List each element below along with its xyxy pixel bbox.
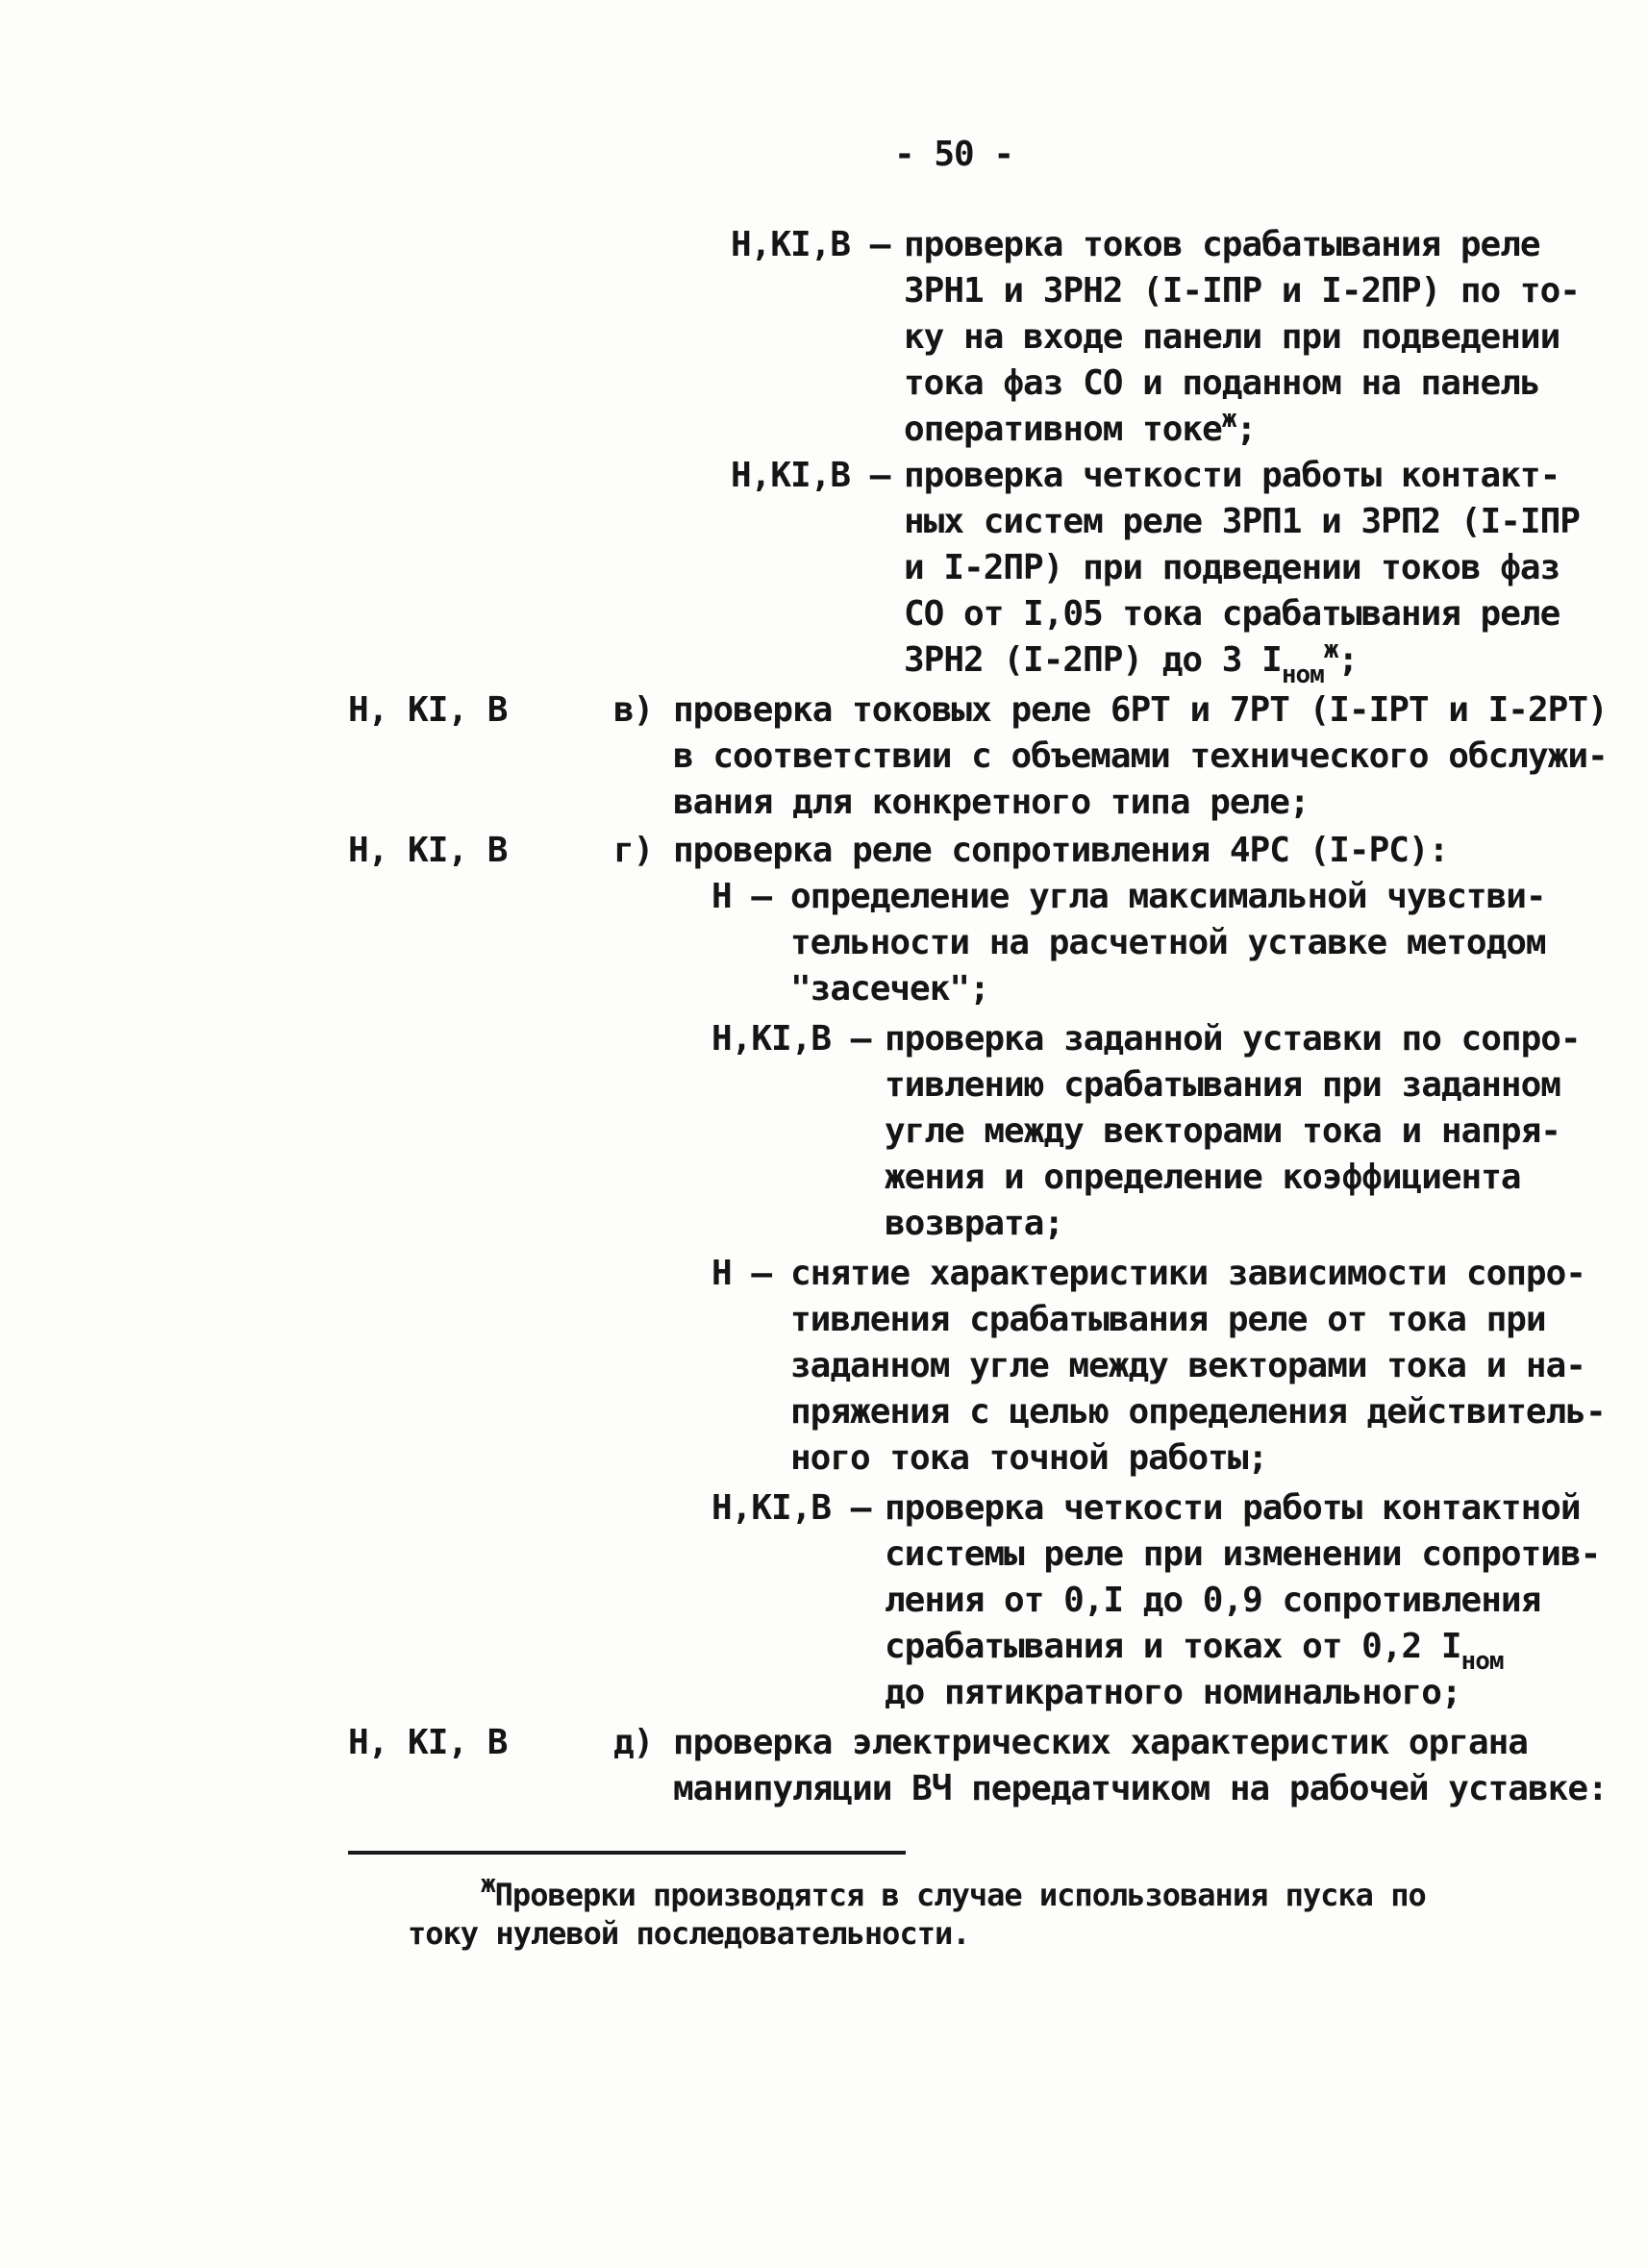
item-text-line: тока фаз СО и поданном на панель — [904, 363, 1540, 403]
footnote-line — [481, 1870, 1426, 1916]
subitem-text-line: тельности на расчетной уставке методом — [790, 923, 1546, 962]
subitem-text-line: тивления срабатывания реле от тока при — [790, 1300, 1546, 1339]
subitem-text-line: угле между векторами тока и напря- — [885, 1111, 1560, 1151]
item-text-line: манипуляции ВЧ передатчиком на рабочей уставке: — [673, 1769, 1608, 1808]
item-codes: Н,КI,В – — [731, 225, 890, 264]
item-text-line: проверка токов срабатывания реле — [904, 225, 1540, 264]
subitem-text-line: жения и определение коэффициента — [885, 1158, 1521, 1197]
subitem-text-line: проверка заданной уставки по сопро- — [885, 1019, 1581, 1059]
subitem-text: срабатывания и токах от 0,2 I — [885, 1627, 1461, 1666]
footnote-text: Проверки производятся в случае использования пуска по — [494, 1877, 1426, 1913]
item-text-line: вания для конкретного типа реле; — [673, 783, 1310, 822]
item-text-line: ку на входе панели при подведении — [904, 317, 1560, 357]
item-text: ; — [1337, 640, 1359, 680]
subitem-text-line — [885, 1625, 1504, 1676]
item-text-line: проверка четкости работы контакт- — [904, 456, 1560, 495]
item-text: ЗРН2 (I-2ПР) до 3 I — [904, 640, 1282, 680]
item-codes: Н,КI,В – — [731, 456, 890, 495]
footnote-mark: ж — [1221, 405, 1236, 434]
subitem-text-line: "засечек"; — [790, 969, 989, 1009]
item-text-line: в соответствии с объемами технического обслужи- — [673, 736, 1608, 776]
subscript: ном — [1460, 1647, 1504, 1676]
subitem-codes: Н – — [711, 1254, 772, 1293]
item-text-line: проверка электрических характеристик органа — [673, 1723, 1528, 1762]
subscript: ном — [1281, 660, 1324, 689]
item-text-line: СО от I,05 тока срабатывания реле — [904, 594, 1560, 634]
item-text-line: проверка токовых реле 6РТ и 7РТ (I-IРТ и I-2РТ) — [673, 690, 1608, 730]
item-text-line-last — [904, 405, 1257, 455]
item-codes: Н, КI, В — [348, 690, 508, 730]
item-codes: Н, КI, В — [348, 1723, 508, 1762]
subitem-text-line: до пятикратного номинального; — [885, 1673, 1461, 1712]
footnote-mark: ж — [1323, 636, 1338, 664]
subitem-text-line: пряжения с целью определения действитель- — [790, 1392, 1606, 1432]
item-text-line: ных систем реле ЗРП1 и ЗРП2 (I-IПР — [904, 502, 1580, 541]
item-text-line-last — [904, 636, 1359, 689]
subitem-text-line: системы реле при изменении сопротив- — [885, 1534, 1601, 1574]
subitem-text-line: тивлению срабатывания при заданном — [885, 1065, 1560, 1105]
item-text-line: ЗРН1 и ЗРН2 (I-IПР и I-2ПР) по то- — [904, 271, 1580, 311]
subitem-text-line: возврата; — [885, 1204, 1064, 1243]
subitem-text-line: ления от 0,I до 0,9 сопротивления — [885, 1581, 1541, 1620]
item-text-line: проверка реле сопротивления 4РС (I-РС): — [673, 831, 1449, 870]
item-text-line: и I-2ПР) при подведении токов фаз — [904, 548, 1560, 587]
subitem-codes: Н,КI,В – — [711, 1488, 871, 1528]
item-text: оперативном токе — [904, 410, 1222, 449]
subitem-text-line: снятие характеристики зависимости сопро- — [790, 1254, 1585, 1293]
item-text: ; — [1235, 410, 1257, 449]
subitem-text-line: определение угла максимальной чувстви- — [790, 877, 1546, 916]
page-number: - 50 - — [894, 135, 1014, 174]
item-label: г) — [613, 831, 654, 870]
subitem-text-line: проверка четкости работы контактной — [885, 1488, 1581, 1528]
footnote-divider — [348, 1851, 906, 1855]
footnote-line: току нулевой последовательности. — [408, 1915, 970, 1952]
item-label: в) — [613, 690, 654, 730]
item-label: д) — [613, 1723, 654, 1762]
subitem-text-line: заданном угле между векторами тока и на- — [790, 1346, 1585, 1385]
subitem-codes: Н – — [711, 877, 772, 916]
item-codes: Н, КI, В — [348, 831, 508, 870]
subitem-text-line: ного тока точной работы; — [790, 1438, 1268, 1478]
footnote-mark: ж — [481, 1870, 495, 1899]
subitem-codes: Н,КI,В – — [711, 1019, 871, 1059]
